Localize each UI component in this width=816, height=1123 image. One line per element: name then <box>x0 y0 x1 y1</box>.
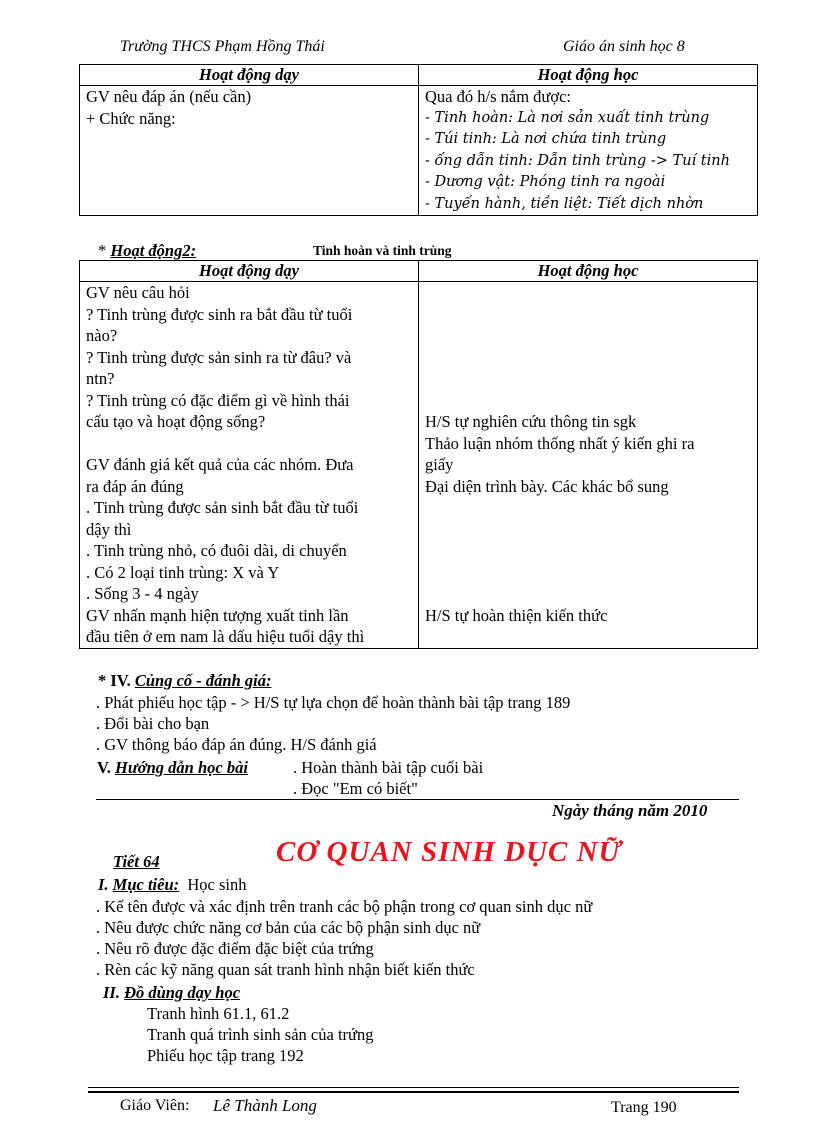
footer-rule-top <box>88 1087 739 1088</box>
table2-student-line: Thảo luận nhóm thống nhất ý kiến ghi ra <box>425 433 695 453</box>
table2-student-line <box>425 325 757 347</box>
section4-line: . Phát phiếu học tập - > H/S tự lựa chọn để hoàn thành bài tập trang 189 <box>96 693 571 712</box>
table2-student-line: giấy <box>425 455 454 474</box>
table2-header-teacher: Hoạt động dạy <box>80 261 419 282</box>
table1-teacher-cell <box>80 86 419 216</box>
footer-rule-bottom <box>88 1091 739 1093</box>
section-divider <box>96 799 739 800</box>
objective-line: . Rèn các kỹ năng quan sát tranh hình nhận biết kiến thức <box>96 960 475 979</box>
table2-teacher-line: GV nhấn mạnh hiện tượng xuất tinh lần <box>86 605 349 625</box>
objectives-title: Mục tiêu: <box>112 875 180 894</box>
table2-student-line <box>425 368 757 390</box>
materials-title: Đồ dùng dạy học <box>124 983 241 1002</box>
table2-teacher-line: . Tinh trùng được sản sinh bắt đầu từ tuổi <box>86 498 359 517</box>
table1-teacher-line: + Chức năng: <box>86 108 176 128</box>
table2-teacher-line: . Sống 3 - 4 ngày <box>86 584 199 603</box>
table1-header-teacher: Hoạt động dạy <box>80 65 419 86</box>
section5-line: . Hoàn thành bài tập cuối bài <box>293 758 484 777</box>
table2-student-line: Đại diện trình bày. Các khác bổ sung <box>425 476 669 496</box>
material-line: Phiếu học tập trang 192 <box>147 1046 304 1065</box>
materials-heading <box>103 982 240 1003</box>
material-line: Tranh hình 61.1, 61.2 <box>147 1004 290 1023</box>
objective-line: . Nêu rõ được đặc điểm đặc biệt của trứng <box>96 939 374 958</box>
table2-student-cell <box>419 282 758 649</box>
material-line: Tranh quá trình sinh sản của trứng <box>147 1025 374 1044</box>
section4-line: . Đổi bài cho bạn <box>96 714 210 733</box>
activity2-label: Hoạt động2: <box>110 241 197 260</box>
table2-student-line <box>425 347 757 369</box>
activity-table-1 <box>79 64 758 216</box>
section4-line: . GV thông báo đáp án đúng. H/S đánh giá <box>96 735 377 754</box>
table1-student-line: - Tuyến hành, tiền liệt: Tiết dịch nhờn <box>425 195 704 212</box>
date-line: Ngày tháng năm 2010 <box>552 801 708 820</box>
section5-title: Hướng dẫn học bài <box>115 758 248 777</box>
table2-teacher-line: ? Tinh trùng được sản sinh ra từ đâu? và <box>86 347 352 367</box>
objective-line: . Kể tên được và xác định trên tranh các bộ phận trong cơ quan sinh dục nữ <box>96 897 593 916</box>
activity2-topic: Tinh hoàn và tinh trùng <box>313 243 452 258</box>
table2-teacher-line: ntn? <box>86 369 115 388</box>
table2-teacher-cell <box>80 282 419 649</box>
footer-teacher-label: Giáo Viên: <box>120 1097 190 1114</box>
table2-student-line <box>425 497 757 519</box>
table1-student-line: Qua đó h/s nắm được: <box>425 87 571 106</box>
table2-teacher-line: dậy thì <box>86 519 132 539</box>
header-subject: Giáo án sinh học 8 <box>563 38 685 55</box>
section4-prefix: * IV. <box>98 671 135 690</box>
section5-heading <box>97 757 248 778</box>
table2-teacher-line: . Tinh trùng nhỏ, có đuôi dài, di chuyển <box>86 541 347 560</box>
table2-student-line <box>425 540 757 562</box>
table1-teacher-line: GV nêu đáp án (nếu cần) <box>86 87 252 106</box>
section5-prefix: V. <box>97 758 116 777</box>
table2-student-line <box>425 562 757 584</box>
table1-student-line: - Dương vật: Phóng tinh ra ngoài <box>425 174 666 190</box>
table2-header-student: Hoạt động học <box>419 261 758 282</box>
table2-teacher-line: . Có 2 loại tinh trùng: X và Y <box>86 562 280 582</box>
table2-student-line: H/S tự hoàn thiện kiến thức <box>425 605 608 625</box>
table2-student-line <box>425 282 757 304</box>
table2-teacher-line: ? Tinh trùng được sinh ra bắt đầu từ tuổi <box>86 304 353 324</box>
table1-student-line: - Tinh hoàn: Là nơi sản xuất tinh trùng <box>425 109 710 126</box>
activity2-heading <box>98 241 196 261</box>
objectives-subject: Học sinh <box>187 875 247 894</box>
table1-header-student: Hoạt động học <box>419 65 758 86</box>
section5-line: . Đọc "Em có biết" <box>293 779 418 798</box>
objectives-heading <box>98 874 247 895</box>
table2-student-line <box>425 583 757 605</box>
table2-teacher-line: cấu tạo và hoạt động sống? <box>86 412 266 431</box>
objectives-prefix: I. <box>98 875 113 894</box>
section4-heading <box>98 670 271 691</box>
table1-student-line: - ống dẫn tinh: Dẫn tinh trùng -> Tuí tinh <box>425 152 730 169</box>
table2-teacher-line: đầu tiên ở em nam là dấu hiệu tuổi dậy thì <box>86 627 365 646</box>
activity2-bullet: * <box>98 241 111 260</box>
objective-line: . Nêu được chức năng cơ bản của các bộ phận sinh dục nữ <box>96 918 481 937</box>
table2-teacher-line: nào? <box>86 326 118 345</box>
lesson-label: Tiết 64 <box>113 852 160 871</box>
table2-student-line: H/S tự nghiên cứu thông tin sgk <box>425 412 637 431</box>
materials-prefix: II. <box>103 983 125 1002</box>
table2-student-line <box>425 626 757 648</box>
table2-teacher-line: GV đánh giá kết quả của các nhóm. Đưa <box>86 455 354 474</box>
table1-student-cell <box>419 86 758 216</box>
table2-teacher-line <box>86 433 418 455</box>
table1-student-line: - Túi tinh: Là nơi chứa tinh trùng <box>425 131 667 147</box>
header-school: Trường THCS Phạm Hồng Thái <box>120 38 325 55</box>
activity-table-2 <box>79 260 758 649</box>
lesson-title: CƠ QUAN SINH DỤC NỮ <box>276 836 623 868</box>
table2-student-line <box>425 519 757 541</box>
table2-student-line <box>425 390 757 412</box>
table2-teacher-line: GV nêu câu hỏi <box>86 283 190 302</box>
footer-teacher-name: Lê Thành Long <box>213 1096 317 1115</box>
table2-student-line <box>425 304 757 326</box>
table2-teacher-line: ? Tinh trùng có đặc điểm gì về hình thái <box>86 390 350 410</box>
section4-title: Củng cố - đánh giá: <box>134 671 272 690</box>
footer-page: Trang 190 <box>611 1099 677 1116</box>
table2-teacher-line: ra đáp án đúng <box>86 476 184 496</box>
